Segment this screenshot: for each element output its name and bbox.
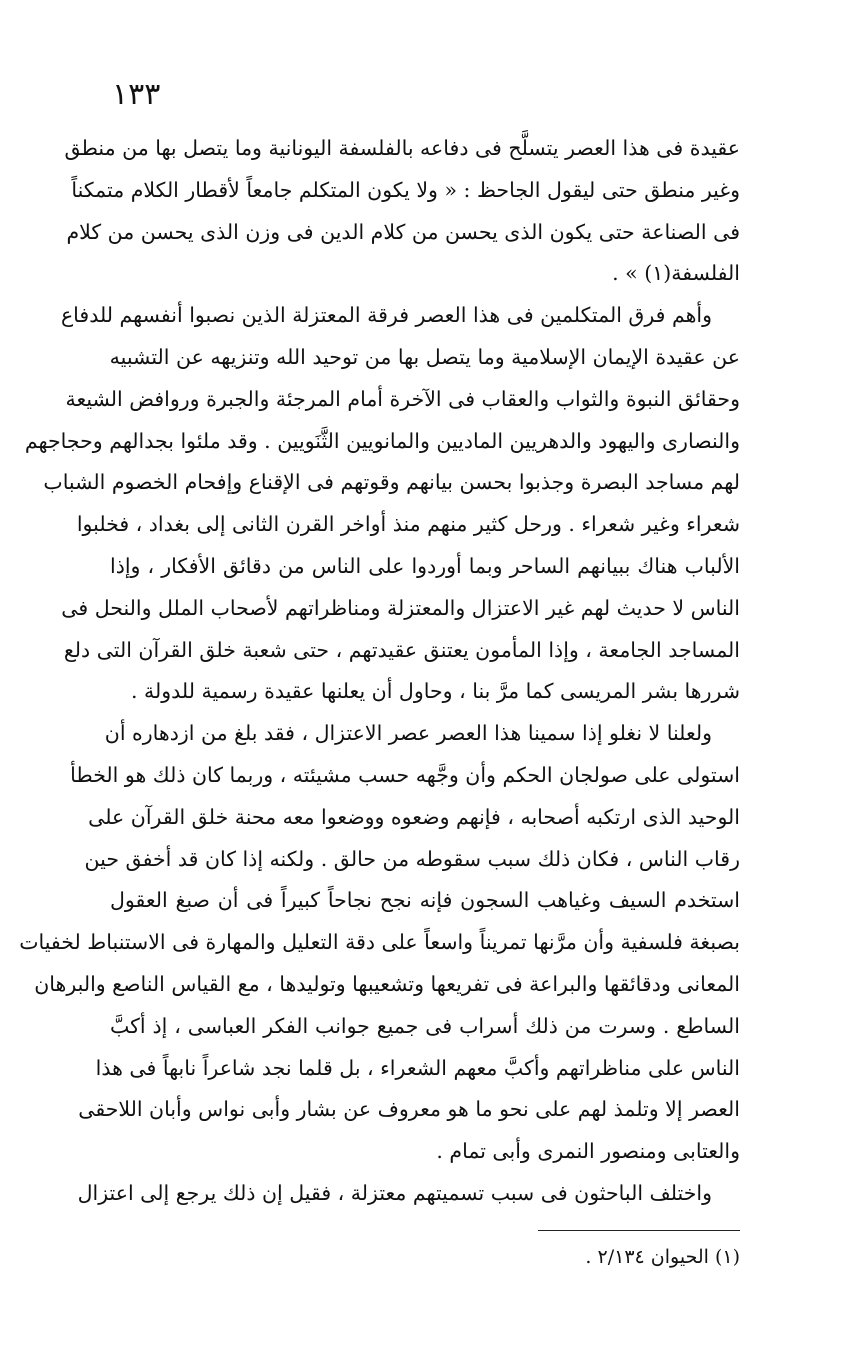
paragraph-3-line-3: الوحيد الذى ارتكبه أصحابه ، فإنهم وضعوه ووضعوا معه محنة خلق القرآن على <box>88 804 740 829</box>
paragraph-2-line-3: وحقائق النبوة والثواب والعقاب فى الآخرة أمام المرجئة والجبرة وروافض الشيعة <box>65 386 740 411</box>
paragraph-3-line-9: الناس على مناظراتهم وأكبَّ معهم الشعراء ، بل قلما نجد شاعراً نابهاً فى هذا <box>95 1055 740 1080</box>
paragraph-1-line-3: فى الصناعة حتى يكون الذى يحسن من كلام الدين فى وزن الذى يحسن من كلام <box>66 219 740 244</box>
paragraph-3-line-11: والعتابى ومنصور النمرى وأبى تمام . <box>436 1139 740 1164</box>
paragraph-2-line-9: المساجد الجامعة ، وإذا المأمون يعتنق عقيدتهم ، حتى شعبة خلق القرآن التى دلع <box>63 637 740 662</box>
paragraph-3-line-8: الساطع . وسرت من ذلك أسراب فى جميع جوانب الفكر العباسى ، إذ أكبَّ <box>110 1013 740 1038</box>
paragraph-1-line-2: وغير منطق حتى ليقول الجاحظ : « ولا يكون المتكلم جامعاً لأقطار الكلام متمكناً <box>71 177 740 202</box>
paragraph-1-line-4: الفلسفة(١) » . <box>612 261 740 286</box>
paragraph-2-line-2: عن عقيدة الإيمان الإسلامية وما يتصل بها من توحيد الله وتنزيهه عن التشبيه <box>109 344 740 369</box>
body-text <box>19 128 740 1215</box>
paragraph-3-line-7: المعانى ودقائقها والبراعة فى تفريعها وتشعيبها وتوليدها ، مع القياس الناصع والبرهان <box>34 971 740 996</box>
footnote: (١) الحيوان ٢/١٣٤ . <box>585 1246 740 1268</box>
paragraph-2-line-6: شعراء وغير شعراء . ورحل كثير منهم منذ أواخر القرن الثانى إلى بغداد ، فخلبوا <box>76 512 740 537</box>
paragraph-3-line-4: رقاب الناس ، فكان ذلك سبب سقوطه من حالق . ولكنه إذا كان قد أخفق حين <box>84 846 740 871</box>
paragraph-2-line-1: وأهم فرق المتكلمين فى هذا العصر فرقة المعتزلة الذين نصبوا أنفسهم للدفاع <box>60 303 712 328</box>
paragraph-2-line-4: والنصارى واليهود والدهريين الماديين والمانويين الثَّنَويين . وقد ملئوا بجدالهم وحجاجهم <box>24 428 740 453</box>
paragraph-3-line-1: ولعلنا لا نغلو إذا سمينا هذا العصر عصر الاعتزال ، فقد بلغ من ازدهاره أن <box>104 721 712 746</box>
paragraph-2-line-8: الناس لا حديث لهم غير الاعتزال والمعتزلة ومناظراتهم لأصحاب الملل والنحل فى <box>61 595 740 620</box>
paragraph-2-line-5: لهم مساجد البصرة وجذبوا بحسن بيانهم وقوتهم فى الإقناع وإفحام الخصوم الشباب <box>43 470 740 495</box>
paragraph-4-line-1: واختلف الباحثون فى سبب تسميتهم معتزلة ، فقيل إن ذلك يرجع إلى اعتزال <box>77 1180 712 1205</box>
paragraph-3-line-2: استولى على صولجان الحكم وأن وجَّهه حسب مشيئته ، وربما كان ذلك هو الخطأ <box>70 762 740 787</box>
paragraph-3-line-5: استخدم السيف وغياهب السجون فإنه نجح نجاحاً كبيراً فى أن صبغ العقول <box>110 888 740 913</box>
paragraph-2-line-7: الألباب هناك ببيانهم الساحر وبما أوردوا على الناس من دقائق الأفكار ، وإذا <box>110 553 740 578</box>
paragraph-2-line-10: شررها بشر المريسى كما مرَّ بنا ، وحاول أن يعلنها عقيدة رسمية للدولة . <box>130 679 740 704</box>
footnote-divider <box>538 1230 740 1231</box>
page-number: ١٣٣ <box>112 77 161 112</box>
paragraph-3-line-6: بصبغة فلسفية وأن مرَّنها تمريناً واسعاً على دقة التعليل والمهارة فى الاستنباط لخفيات <box>19 930 740 955</box>
paragraph-1-line-1: عقيدة فى هذا العصر يتسلَّح فى دفاعه بالفلسفة اليونانية وما يتصل بها من منطق <box>64 136 740 160</box>
paragraph-3-line-10: العصر إلا وتلمذ لهم على نحو ما هو معروف عن بشار وأبى نواس وأبان اللاحقى <box>78 1097 740 1122</box>
